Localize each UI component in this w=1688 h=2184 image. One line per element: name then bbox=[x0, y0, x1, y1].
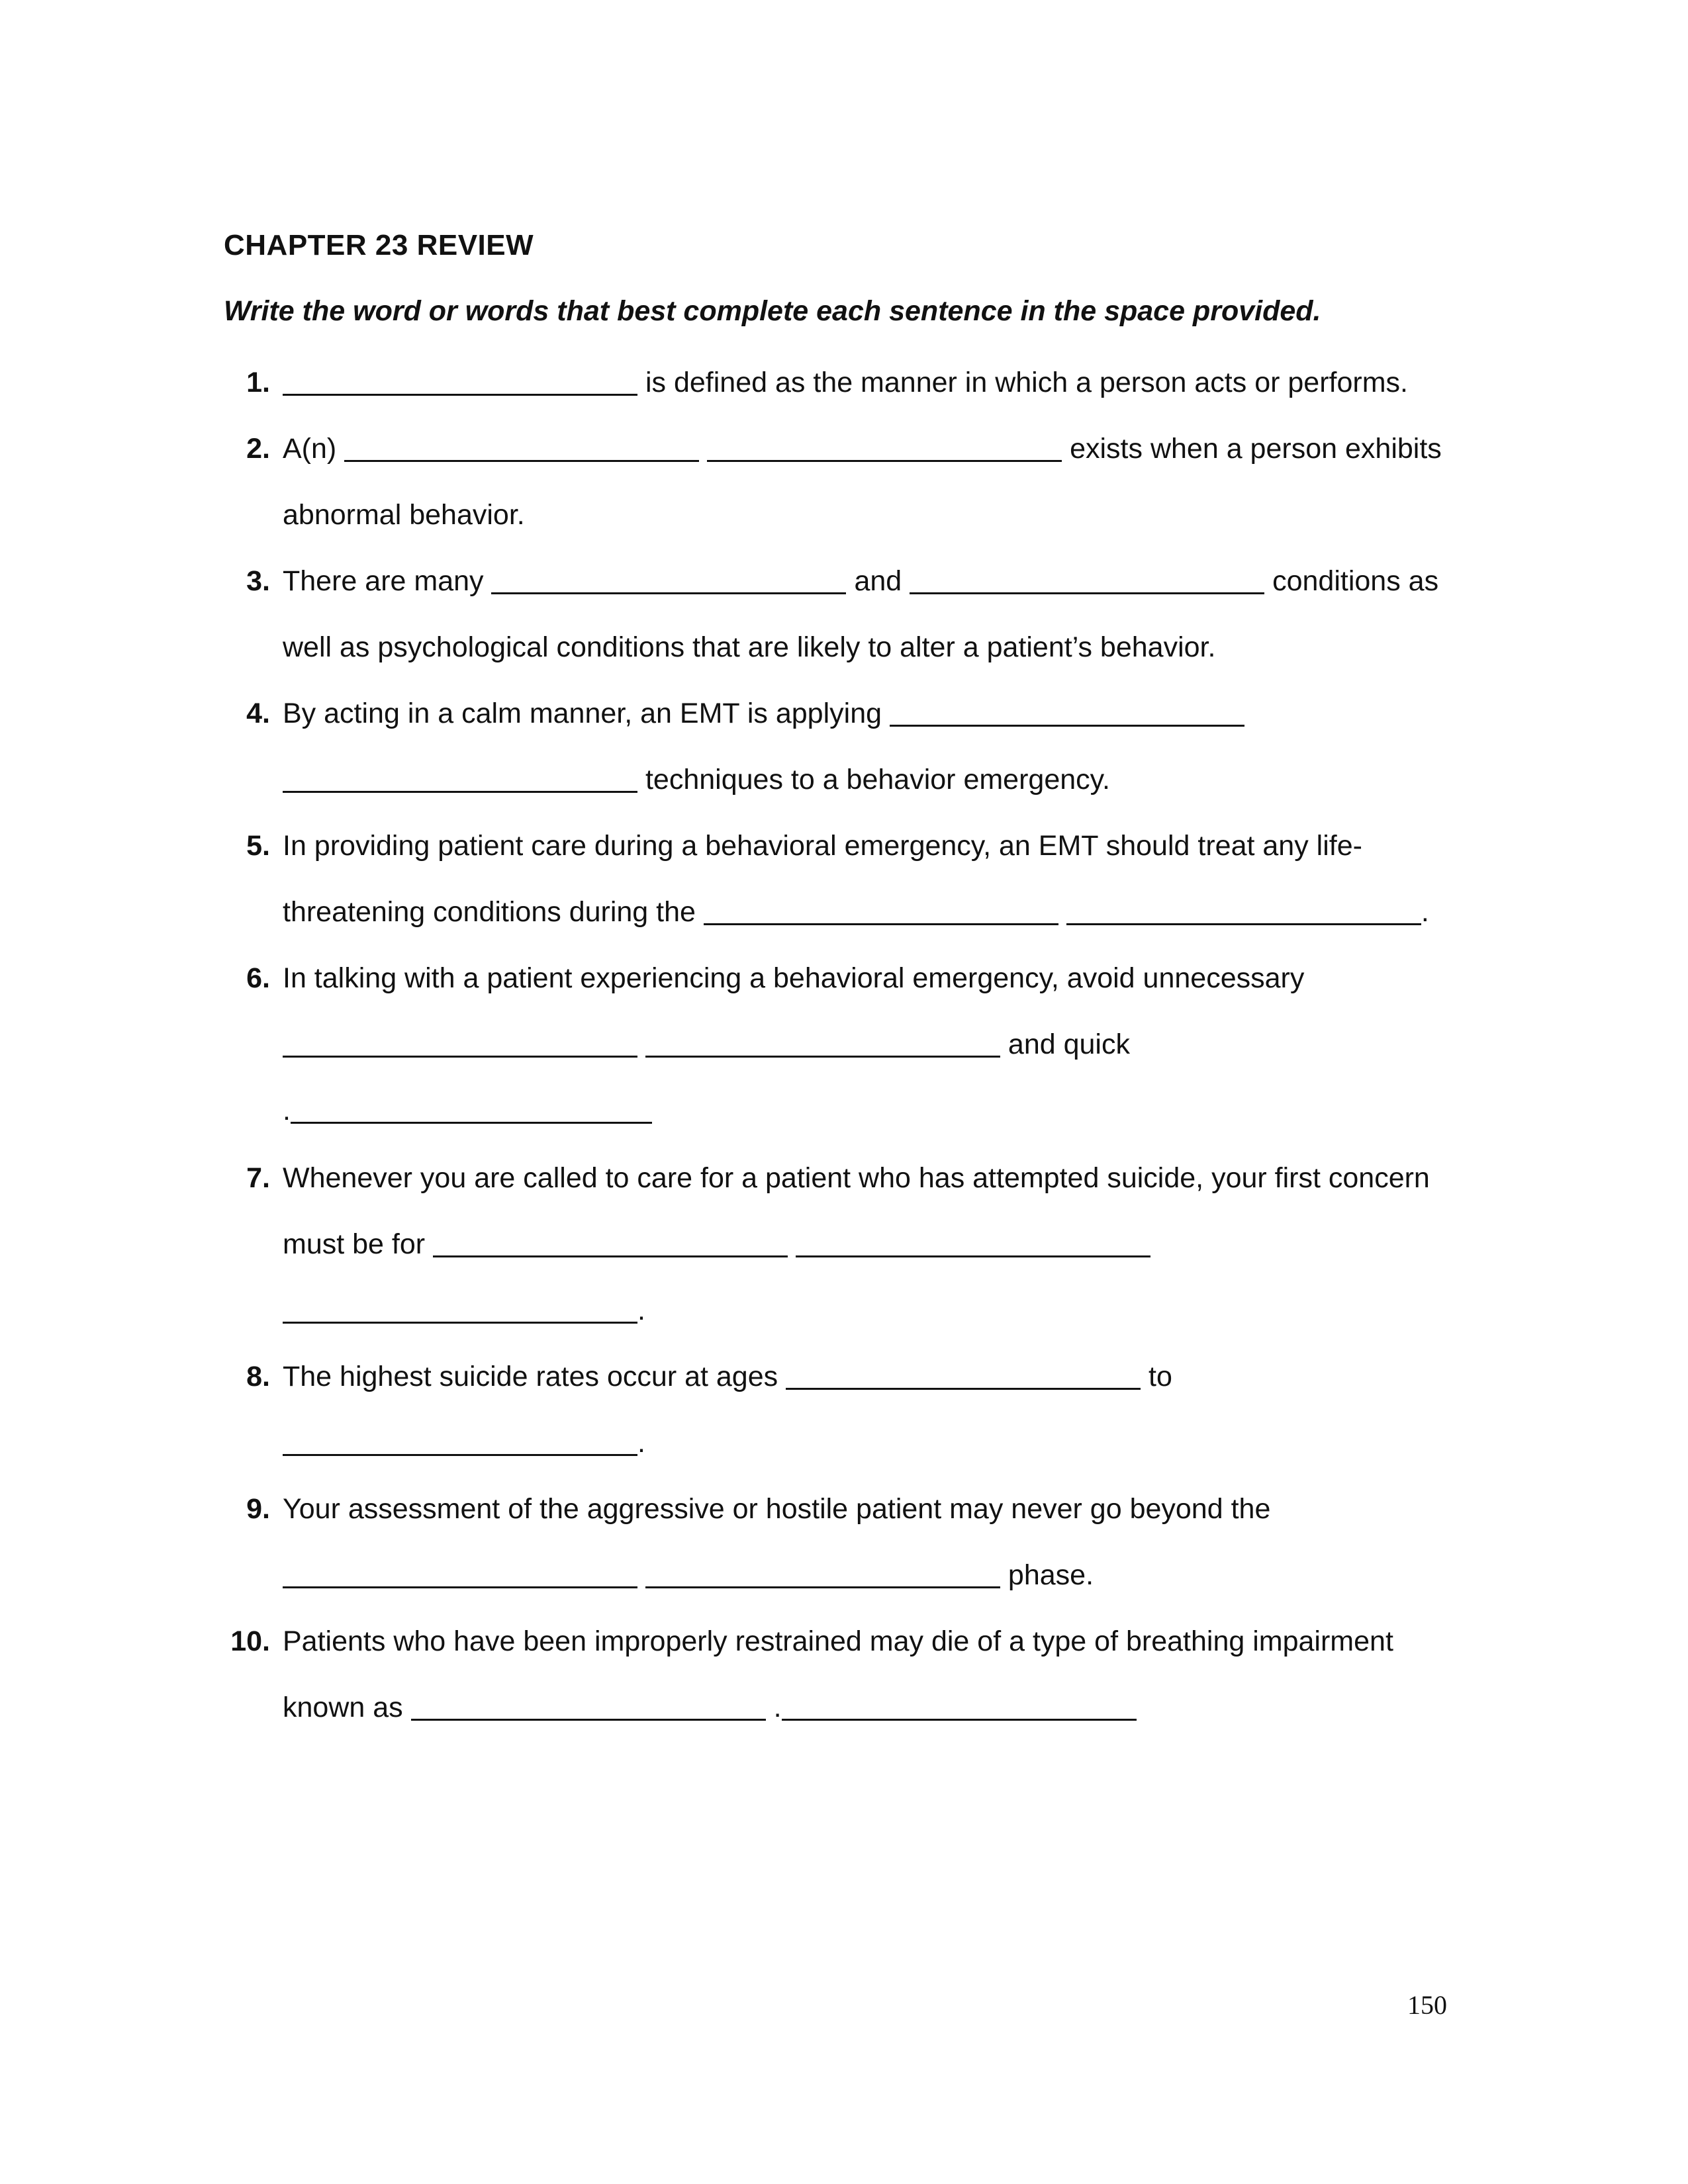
question-number: 6. bbox=[246, 962, 270, 994]
question-7-line-1 bbox=[283, 1158, 1430, 1198]
answer-blank[interactable] bbox=[291, 1094, 652, 1124]
question-3-line-1 bbox=[283, 561, 1438, 601]
answer-blank[interactable] bbox=[786, 1360, 1141, 1390]
question-text: In providing patient care during a behavioral emergency, an EMT should treat any life- bbox=[283, 830, 1362, 862]
question-5-line-2 bbox=[283, 892, 1429, 932]
question-text: and quick bbox=[1008, 1028, 1130, 1060]
question-number: 2. bbox=[246, 433, 270, 465]
question-4-line-2 bbox=[283, 760, 1110, 799]
question-text: A(n) bbox=[283, 433, 337, 465]
question-1-line-1 bbox=[283, 363, 1408, 402]
question-text: phase. bbox=[1008, 1559, 1094, 1591]
question-9-line-2 bbox=[283, 1555, 1094, 1595]
question-5-line-1 bbox=[283, 826, 1362, 866]
answer-blank[interactable] bbox=[704, 895, 1058, 925]
question-text: known as bbox=[283, 1692, 403, 1723]
question-text: Patients who have been improperly restrained may die of a type of breathing impairment bbox=[283, 1625, 1393, 1657]
question-text: conditions as bbox=[1272, 565, 1439, 597]
answer-blank[interactable] bbox=[491, 565, 846, 594]
question-number: 1. bbox=[246, 367, 270, 398]
answer-blank[interactable] bbox=[283, 366, 637, 396]
question-text: Your assessment of the aggressive or hostile patient may never go beyond the bbox=[283, 1493, 1271, 1525]
question-text: . bbox=[1421, 896, 1429, 928]
answer-blank[interactable] bbox=[645, 1559, 1000, 1588]
question-text: threatening conditions during the bbox=[283, 896, 696, 928]
question-number: 4. bbox=[246, 698, 270, 729]
question-text: to bbox=[1149, 1361, 1172, 1392]
answer-blank[interactable] bbox=[782, 1691, 1137, 1721]
question-text: abnormal behavior. bbox=[283, 499, 525, 531]
question-text: By acting in a calm manner, an EMT is applying bbox=[283, 698, 882, 729]
answer-blank[interactable] bbox=[283, 763, 637, 793]
question-6-line-3 bbox=[283, 1091, 652, 1130]
question-text: . bbox=[773, 1692, 782, 1723]
question-10-line-2 bbox=[283, 1688, 1137, 1727]
question-text: There are many bbox=[283, 565, 484, 597]
question-number: 9. bbox=[246, 1493, 270, 1525]
question-number: 3. bbox=[246, 565, 270, 597]
question-text: must be for bbox=[283, 1228, 426, 1260]
answer-blank[interactable] bbox=[433, 1228, 788, 1257]
instructions: Write the word or words that best complete each sentence in the space provided. bbox=[224, 295, 1321, 327]
question-text: well as psychological conditions that are likely to alter a patient’s behavior. bbox=[283, 631, 1216, 663]
answer-blank[interactable] bbox=[344, 432, 699, 462]
question-text: is defined as the manner in which a person acts or performs. bbox=[645, 367, 1408, 398]
answer-blank[interactable] bbox=[283, 1294, 637, 1324]
answer-blank[interactable] bbox=[890, 697, 1244, 727]
question-text: . bbox=[637, 1295, 645, 1326]
answer-blank[interactable] bbox=[707, 432, 1062, 462]
answer-blank[interactable] bbox=[796, 1228, 1150, 1257]
answer-blank[interactable] bbox=[411, 1691, 766, 1721]
question-text: Whenever you are called to care for a patient who has attempted suicide, your first concern bbox=[283, 1162, 1430, 1194]
question-number: 8. bbox=[246, 1361, 270, 1392]
question-10-line-1 bbox=[283, 1621, 1393, 1661]
question-text: techniques to a behavior emergency. bbox=[645, 764, 1110, 796]
answer-blank[interactable] bbox=[283, 1559, 637, 1588]
question-7-line-2 bbox=[283, 1224, 1150, 1264]
question-2-line-1 bbox=[283, 429, 1442, 469]
question-6-line-1 bbox=[283, 958, 1304, 998]
answer-blank[interactable] bbox=[283, 1426, 637, 1456]
question-3-line-2 bbox=[283, 627, 1215, 667]
question-text: exists when a person exhibits bbox=[1070, 433, 1442, 465]
question-number: 10. bbox=[230, 1625, 270, 1657]
question-8-line-2 bbox=[283, 1423, 645, 1463]
question-text: . bbox=[283, 1095, 291, 1126]
answer-blank[interactable] bbox=[283, 1028, 637, 1058]
question-2-line-2 bbox=[283, 495, 525, 535]
question-text: and bbox=[854, 565, 902, 597]
question-8-line-1 bbox=[283, 1357, 1172, 1396]
question-7-line-3 bbox=[283, 1291, 645, 1330]
answer-blank[interactable] bbox=[645, 1028, 1000, 1058]
page-number: 150 bbox=[1407, 1990, 1447, 2020]
answer-blank[interactable] bbox=[910, 565, 1264, 594]
question-6-line-2 bbox=[283, 1024, 1130, 1064]
question-text: In talking with a patient experiencing a behavioral emergency, avoid unnecessary bbox=[283, 962, 1305, 994]
question-text: The highest suicide rates occur at ages bbox=[283, 1361, 778, 1392]
question-text: . bbox=[637, 1427, 645, 1459]
question-9-line-1 bbox=[283, 1489, 1270, 1529]
chapter-title: CHAPTER 23 REVIEW bbox=[224, 229, 534, 261]
answer-blank[interactable] bbox=[1066, 895, 1421, 925]
question-number: 5. bbox=[246, 830, 270, 862]
question-4-line-1 bbox=[283, 694, 1244, 733]
question-number: 7. bbox=[246, 1162, 270, 1194]
